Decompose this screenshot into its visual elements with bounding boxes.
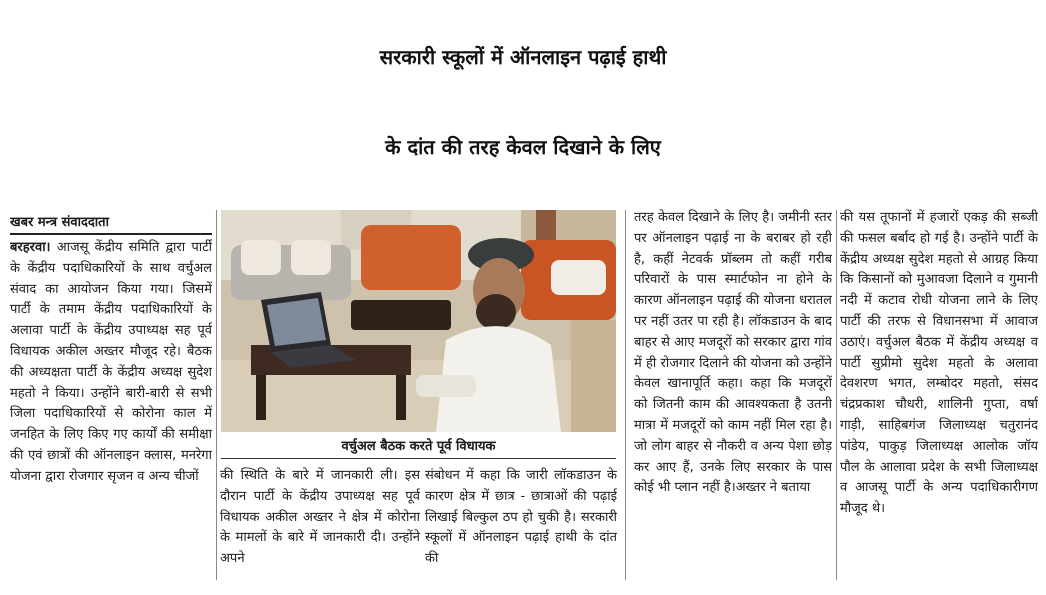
article-column-2: की स्थिति के बारे में जानकारी ली। इस दौरान पार्टी के केंद्रीय उपाध्यक्ष सह पूर्व विधायक अकील अख्तर ने क्षेत्र में कोरोना के मामलों के बारे में जानकारी दी। उन्होंने अपने — [220, 468, 420, 567]
photo-caption: वर्चुअल बैठक करते पूर्व विधायक — [221, 436, 616, 459]
byline: खबर मन्त्र संवाददाता — [10, 212, 212, 235]
photo-illustration — [221, 210, 616, 432]
headline-line-2: के दांत की तरह केवल दिखाने के लिए — [385, 135, 661, 159]
dateline: बरहरवा। — [10, 240, 51, 255]
column-1-text: आजसू केंद्रीय समिति द्वारा पार्टी के केंद्रीय पदाधिकारियों के साथ वर्चुअल संवाद का आयोजन किया गया। जिसमें पार्टी के तमाम केंद्रीय पदाधिकारियों के अलावा पार्टी के केंद्रीय उपाध्यक्ष सह पूर्व विधायक अकील अख्तर मौजूद रहे। बैठक की अध्यक्षता पार्टी के केंद्रीय अध्यक्ष सुदेश महतो ने किया। उन्होंने बारी-बारी से सभी जिला पदाधिकारियों से कोरोना काल में जनहित के लिए किए गए कार्यों की समीक्षा की एवं छात्रों की ऑनलाइन क्लास, मनरेगा योजना द्वारा रोजगार सृजन व अन्य चीजों — [10, 240, 212, 484]
article-column-5: की यस तूफानों में हजारों एकड़ की सब्जी की फसल बर्बाद हो गई है। उन्होंने पार्टी के केंद्रीय अध्यक्ष सुदेश महतो से आग्रह किया कि किसानों को मुआवजा दिलाने व गुमानी नदी में कटाव रोधी योजना लाने के लिए पार्टी की तरफ से विधानसभा में आवाज उठाएं। वर्चुअल बैठक में केंद्रीय अध्यक्ष व पार्टी सुप्रीमो सुदेश महतो के अलावा देवशरण भगत, लम्बोदर महतो, संसद चंद्रप्रकाश चौधरी, शालिनी गुप्ता, वर्षा गाड़ी, साहिबगंज जिलाध्यक्ष चतुरानंद पांडेय, पाकुड़ जिलाध्यक्ष आलोक जॉय पौल के आलावा प्रदेश के सभी जिलाध्यक्ष व आजसू पार्टी के अन्य पदाधिकारीगण मौजूद थे। — [840, 210, 1038, 517]
news-photo — [221, 210, 616, 432]
article-column-3: संबोधन में कहा कि जारी लॉकडाउन के कारण क्षेत्र में छात्र - छात्राओं की पढ़ाई लिखाई बिल्कुल ठप हो चुकी है। सरकारी स्कूलों में ऑनलाइन पढ़ाई हाथी के दांत की — [425, 468, 617, 567]
article-column-1 — [10, 238, 212, 578]
column-divider — [625, 210, 626, 580]
article-column-4: तरह केवल दिखाने के लिए है। जमीनी स्तर पर ऑनलाइन पढ़ाई ना के बराबर हो रही है, कहीं नेटवर्क प्रॉब्लम तो कहीं गरीब परिवारों के पास स्मार्टफोन ना होने के कारण ऑनलाइन पढ़ाई की योजना धरातल पर नहीं उतर पा रही है। लॉकडाउन के बाद बाहर से आए मजदूरों को सरकार द्वारा गांव में ही रोजगार दिलाने की योजना को उन्होंने केवल खानापूर्ति कहा। कहा कि मजदूरों को जितनी काम की आवश्यकता है उतनी मात्रा में मजदूरों को काम नहीं मिल रहा है। जो लोग बाहर से नौकरी व अन्य पेशा छोड़ कर आए हैं, उनके लिए सरकार के पास कोई भी प्लान नहीं है।अख्तर ने बताया — [634, 210, 832, 496]
column-divider — [836, 210, 837, 580]
column-divider — [216, 210, 217, 580]
headline-line-1: सरकारी स्कूलों में ऑनलाइन पढ़ाई हाथी — [379, 45, 667, 69]
